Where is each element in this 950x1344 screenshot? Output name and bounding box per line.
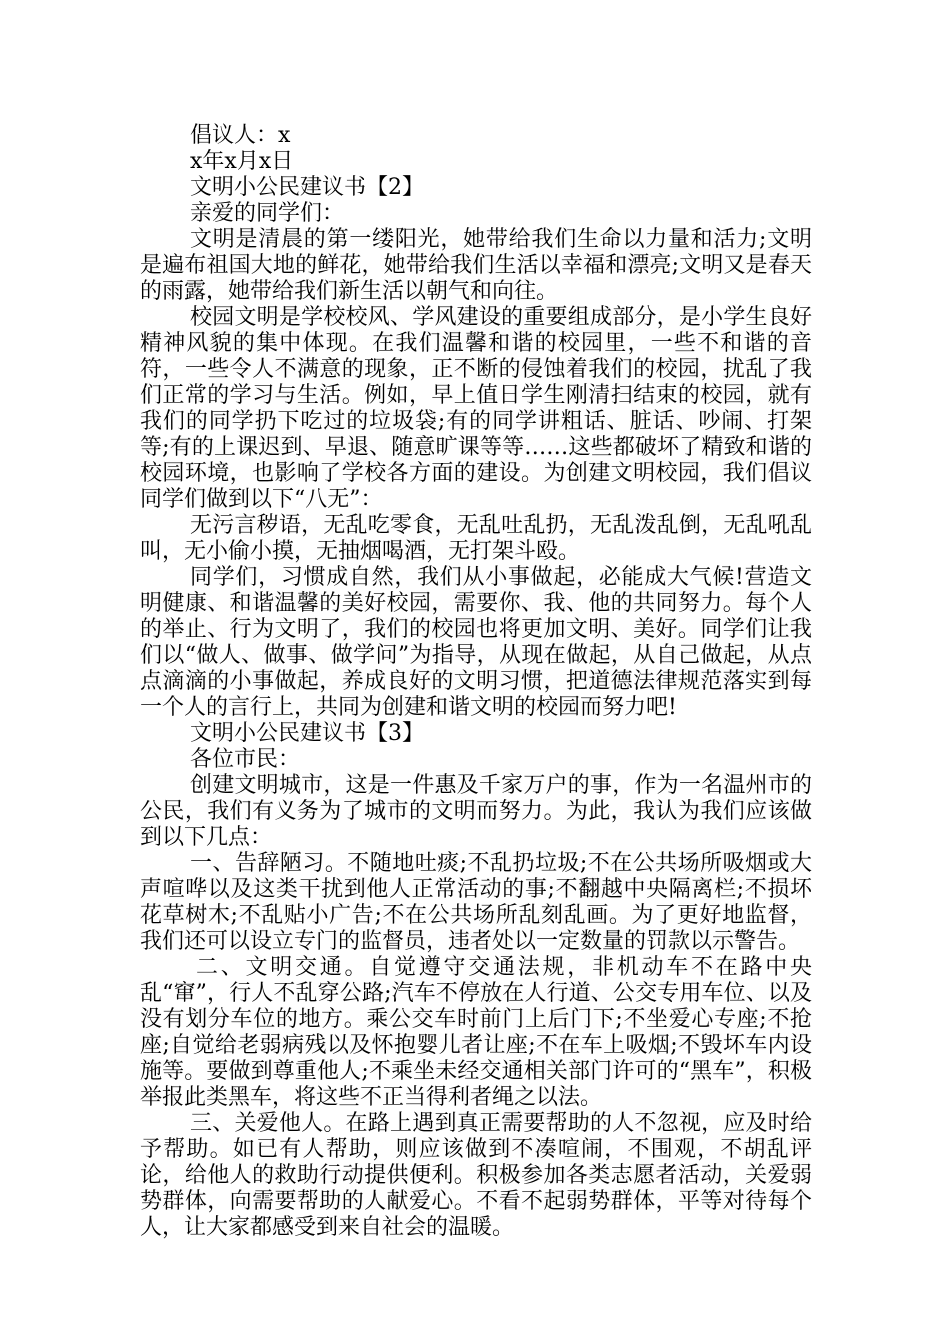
- section-3-title: 文明小公民建议书【3】: [190, 721, 424, 746]
- section-2-paragraph: 文明是清晨的第一缕阳光，她带给我们生命以力量和活力;文明是遍布祖国大地的鲜花，她带给我们生活以幸福和漂亮;文明又是春天的雨露，她带给我们新生活以朝气和向往。: [140, 227, 812, 304]
- section-3-paragraph: 一、告辞陋习。不随地吐痰;不乱扔垃圾;不在公共场所吸烟或大声喧哗以及这类干扰到他人正常活动的事;不翻越中央隔离栏;不损坏花草树木;不乱贴小广告;不在公共场所乱刻乱画。为了更好地监督，我们还可以设立专门的监督员，违者处以一定数量的罚款以示警告。: [140, 851, 812, 954]
- section-2-paragraph: 同学们，习惯成自然，我们从小事做起，必能成大气候!营造文明健康、和谐温馨的美好校园，需要你、我、他的共同努力。每个人的举止、行为文明了，我们的校园也将更加文明、美好。同学们让我们以“做人、做事、做学问”为指导，从现在做起，从自己做起，从点点滴滴的小事做起，养成良好的文明习惯，把道德法律规范落实到每一个人的言行上，共同为创建和谐文明的校园而努力吧!: [140, 565, 812, 720]
- section-3-paragraph: 创建文明城市，这是一件惠及千家万户的事，作为一名温州市的公民，我们有义务为了城市的文明而努力。为此，我认为我们应该做到以下几点：: [140, 773, 812, 850]
- date-line: x年x月x日: [190, 149, 294, 174]
- section-2-paragraph: 校园文明是学校校风、学风建设的重要组成部分，是小学生良好精神风貌的集中体现。在我们温馨和谐的校园里，一些不和谐的音符，一些令人不满意的现象，正不断的侵蚀着我们的校园，扰乱了我们正常的学习与生活。例如，早上值日学生刚清扫结束的校园，就有我们的同学扔下吃过的垃圾袋;有的同学讲粗话、脏话、吵闹、打架等;有的上课迟到、早退、随意旷课等等……这些都破坏了精致和谐的校园环境，也影响了学校各方面的建设。为创建文明校园，我们倡议同学们做到以下“八无”：: [140, 305, 812, 512]
- section-3-paragraph: 二、文明交通。自觉遵守交通法规，非机动车不在路中央乱“窜”，行人不乱穿公路;汽车不停放在人行道、公交专用车位、以及没有划分车位的地方。乘公交车时前门上后门下;不坐爱心专座;不抢座;自觉给老弱病残以及怀抱婴儿者让座;不在车上吸烟;不毁坏车内设施等。要做到尊重他人;不乘坐未经交通相关部门许可的“黑车”，积极举报此类黑车，将这些不正当得利者绳之以法。: [140, 955, 812, 1110]
- section-3-greeting: 各位市民：: [190, 747, 301, 772]
- signature-line: 倡议人：x: [190, 123, 291, 148]
- document-body: [140, 123, 812, 1241]
- section-2-paragraph: 无污言秽语，无乱吃零食，无乱吐乱扔，无乱泼乱倒，无乱吼乱叫，无小偷小摸，无抽烟喝酒，无打架斗殴。: [140, 513, 812, 564]
- section-2-title: 文明小公民建议书【2】: [190, 175, 424, 200]
- section-2-greeting: 亲爱的同学们：: [190, 201, 345, 226]
- section-3-paragraph: 三、关爱他人。在路上遇到真正需要帮助的人不忽视，应及时给予帮助。如已有人帮助，则应该做到不凑喧闹，不围观，不胡乱评论，给他人的救助行动提供便利。积极参加各类志愿者活动，关爱弱势群体，向需要帮助的人献爱心。不看不起弱势群体，平等对待每个人，让大家都感受到来自社会的温暖。: [140, 1111, 812, 1240]
